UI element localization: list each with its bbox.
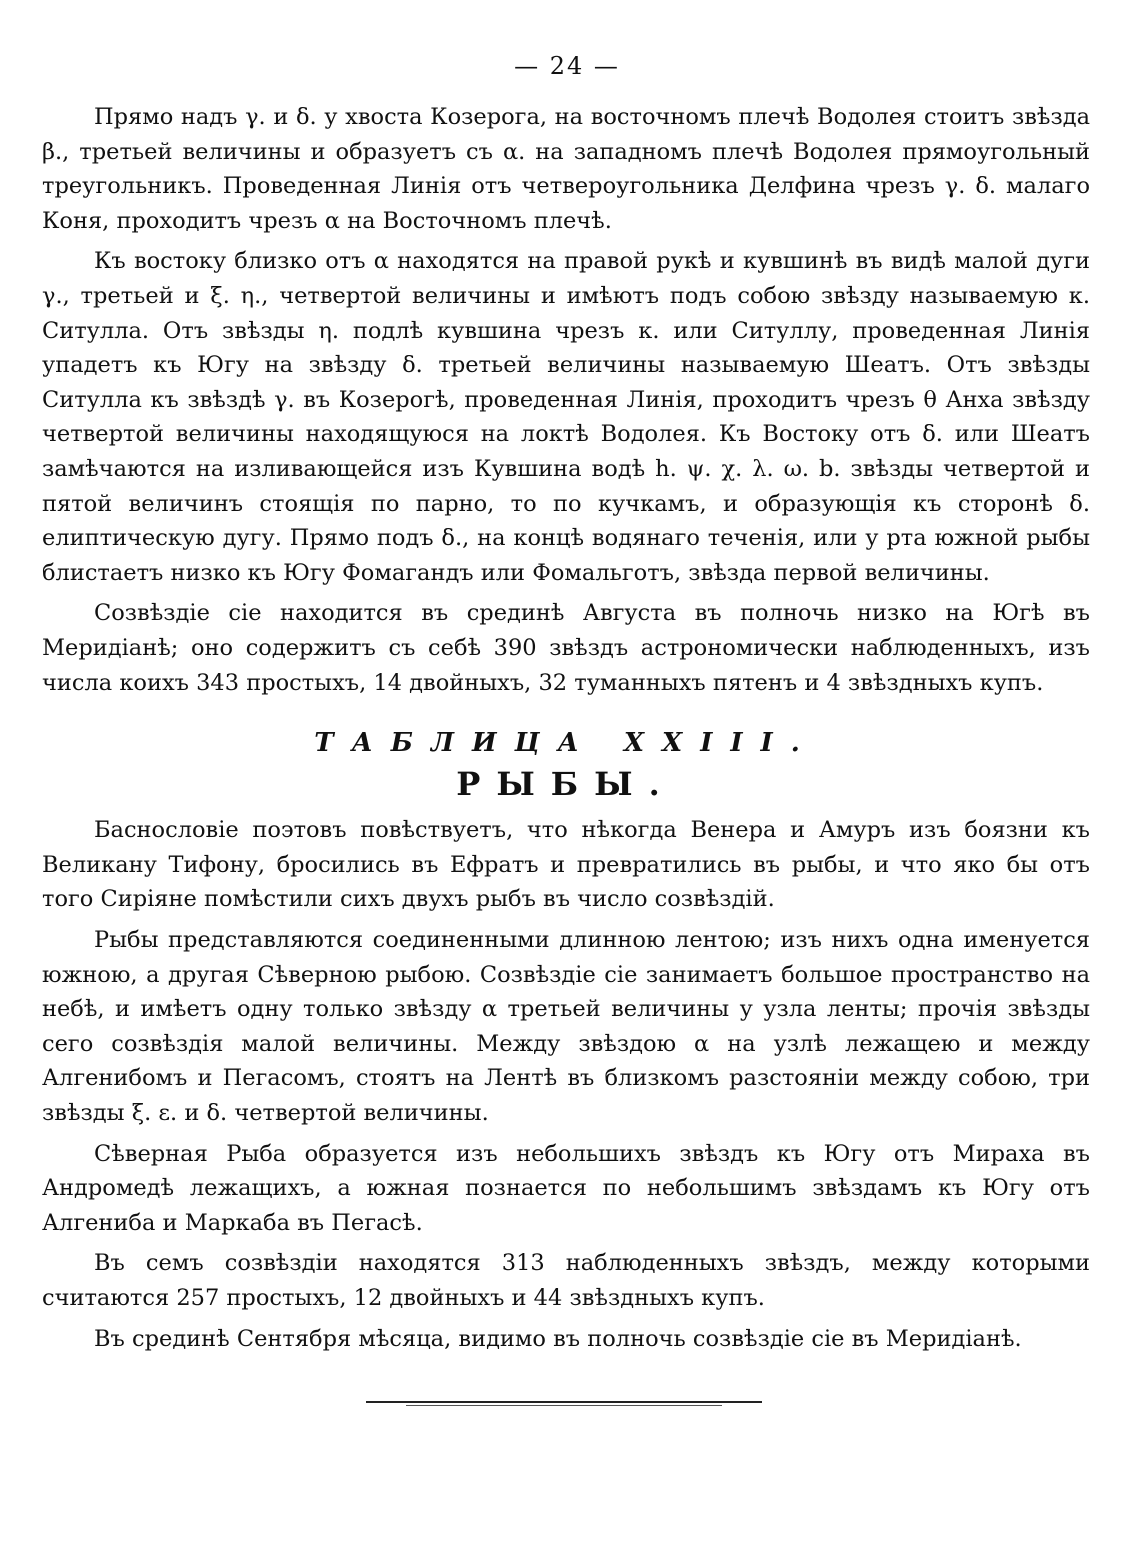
end-rule-divider xyxy=(366,1401,762,1403)
paragraph: Сѣверная Рыба образуется изъ небольшихъ звѣздъ къ Югу отъ Мираха въ Андромедѣ лежащихъ, а южная познается по небольшимъ звѣздамъ къ Югу отъ Алгениба и Маркаба въ Пегасѣ. xyxy=(42,1140,1090,1236)
paragraph: Къ востоку близко отъ α находятся на правой рукѣ и кувшинѣ въ видѣ малой дуги γ., третьей и ξ. η., четвертой величины и имѣютъ подъ собою звѣзду называемую κ. Ситулла. Отъ звѣзды η. подлѣ кувшина чрезъ κ. или Ситуллу, проведенная Линія упадетъ къ Югу на звѣзду δ. третьей величины называемую Шеатъ. Отъ звѣзды Ситулла къ звѣздѣ γ. въ Козерогѣ, проведенная Линія, проходитъ чрезъ θ Анха звѣзду четвертой величины находящуюся на локтѣ Водолея. Къ Востоку отъ δ. или Шеатъ замѣчаются на изливающейся изъ Кувшина водѣ h. ψ. χ. λ. ω. b. звѣзды четвертой и пятой величинъ стоящія по парно, то по кучкамъ, и образующія къ сторонѣ δ. елиптическую дугу. Прямо подъ δ., на концѣ водянаго теченія, или у рта южной рыбы блистаетъ низко къ Югу Фомагандъ или Фомальготъ, звѣзда первой величины. xyxy=(42,248,1090,586)
table-heading: ТАБЛИЦА XXIII. xyxy=(314,728,818,759)
paragraph: Баснословіе поэтовъ повѣствуетъ, что нѣкогда Венера и Амуръ изъ боязни къ Великану Тифону, бросились въ Ефратъ и превратились въ рыбы, и что яко бы отъ того Сиріяне помѣстили сихъ двухъ рыбъ въ число созвѣздій. xyxy=(42,817,1090,913)
paragraph: Созвѣздіе сіе находится въ срединѣ Августа въ полночь низко на Югѣ въ Меридіанѣ; оно содержитъ съ себѣ 390 звѣздъ астрономически наблюденныхъ, изъ числа коихъ 343 простыхъ, 14 двойныхъ, 32 туманныхъ пятенъ и 4 звѣздныхъ купъ. xyxy=(42,600,1090,696)
paragraph: Рыбы представляются соединенными длинною лентою; изъ нихъ одна именуется южною, а другая Сѣверною рыбою. Созвѣздіе сіе занимаетъ большое пространство на небѣ, и имѣетъ одну только звѣзду α третьей величины у узла ленты; прочія звѣзды сего созвѣздія малой величины. Между звѣздою α на узлѣ лежащею и между Алгенибомъ и Пегасомъ, стоятъ на Лентѣ въ близкомъ разстояніи между собою, три звѣзды ξ. ε. и δ. четвертой величины. xyxy=(42,927,1090,1127)
page-body xyxy=(42,100,1090,1362)
section-title: РЫБЫ. xyxy=(456,764,676,803)
paragraph: Прямо надъ γ. и δ. у хвоста Козерога, на восточномъ плечѣ Водолея стоитъ звѣзда β., третьей величины и образуетъ съ α. на западномъ плечѣ Водолея прямоугольный треугольникъ. Проведенная Линія отъ четвероугольника Делфина чрезъ γ. δ. малаго Коня, проходитъ чрезъ α на Восточномъ плечѣ. xyxy=(42,104,1090,234)
paragraph: Въ срединѣ Сентября мѣсяца, видимо въ полночь созвѣздіе сіе въ Меридіанѣ. xyxy=(94,1325,1022,1352)
page-number: — 24 — xyxy=(514,52,620,80)
paragraph: Въ семъ созвѣздіи находятся 313 наблюденныхъ звѣздъ, между которыми считаются 257 простыхъ, 12 двойныхъ и 44 звѣздныхъ купъ. xyxy=(42,1250,1090,1311)
